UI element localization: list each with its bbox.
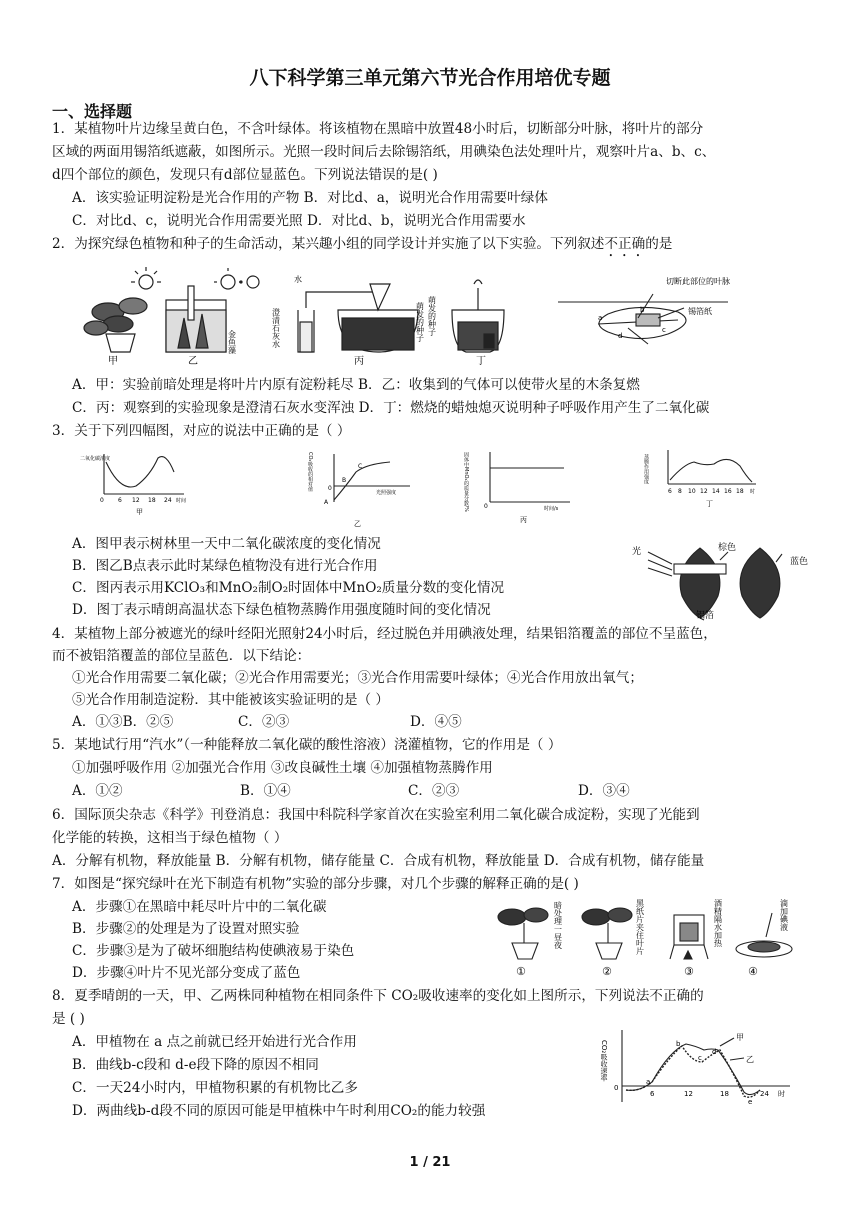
q4-line2: 而不被铝箔覆盖的部位呈蓝色．以下结论： <box>52 648 311 664</box>
chart-ding <box>668 450 756 484</box>
q5-option-a: A．①② <box>72 783 123 799</box>
chart-jia-tick-6: 6 <box>118 497 122 504</box>
q7-step4-label: 滴加碘液 <box>779 899 789 931</box>
q8-fig-b: b <box>676 1040 681 1048</box>
chart-bing-ylabel: 固体中MnO₂的质量分数/% <box>463 452 469 512</box>
q8-option-b: B．曲线b-c段和 d-e段下降的原因不相同 <box>72 1057 319 1073</box>
q2-stem-end: 的是 <box>645 236 673 252</box>
chart-jia-ylabel: 二氧化碳浓度 <box>80 456 111 462</box>
fig-label-seeds-bing: 萌发的种子 <box>415 302 425 342</box>
q7-step2-label: 黑纸片夹住叶片 <box>635 899 645 955</box>
q4-fig-blue: 蓝色 <box>790 557 809 567</box>
q1-options-cd: C．对比d、c，说明光合作用需要光照 D．对比d、b，说明光合作用需要水 <box>72 213 526 229</box>
chart-bing-name: 丙 <box>520 516 527 524</box>
page-title: 八下科学第三单元第六节光合作用培优专题 <box>249 67 611 89</box>
chart-jia-name: 甲 <box>136 508 143 516</box>
q7-step1-num: ① <box>516 965 526 978</box>
fig-label-limewater: 澄清石灰水 <box>271 308 281 348</box>
yi-aquatic-setup <box>166 268 259 352</box>
q8-fig-tick-6: 6 <box>650 1090 655 1098</box>
chart-yi-C: C <box>358 463 363 470</box>
chart-ding-tick-16: 16 <box>724 488 732 495</box>
q8-option-d: D．两曲线b-d段不同的原因可能是甲植株中午时利用CO₂的能力较强 <box>72 1103 486 1119</box>
leaf-a: a <box>598 314 603 322</box>
q7-step1-label: 暗处理一昼夜 <box>553 901 563 949</box>
q8-fig-e: e <box>748 1098 753 1106</box>
q4-option-d: D．④⑤ <box>410 714 462 730</box>
q5-option-c: C．②③ <box>408 783 460 799</box>
fig-label-tinfoil: 锡箔纸 <box>688 307 712 316</box>
chart-ding-ylabel: 蒸腾作用强度 <box>643 454 649 484</box>
q8-curve-figure <box>600 1026 800 1108</box>
fig-label-bing: 丙 <box>354 356 364 367</box>
fig-label-seeds-ding: 萌发的种子 <box>427 296 437 336</box>
fig-label-ding: 丁 <box>476 356 486 367</box>
q3-line1: 3．关于下列四幅图，对应的说法中正确的是（ ） <box>52 423 351 439</box>
chart-jia <box>104 454 184 494</box>
chart-jia-tick-0: 0 <box>100 497 104 504</box>
chart-bing <box>490 452 570 502</box>
q6-line2: 化学能的转换，这相当于绿色植物（ ） <box>52 830 288 846</box>
q4-line1: 4．某植物上部分被遮光的绿叶经阳光照射24小时后，经过脱色并用碘液处理，结果铝箔覆盖的部位不呈蓝色， <box>52 626 717 642</box>
q4-fig-brown: 棕色 <box>718 543 737 553</box>
q7-step4-num: ④ <box>748 965 758 978</box>
q7-line1: 7．如图是“探究绿叶在光下制造有机物”实验的部分步骤，对几个步骤的解释正确的是( ) <box>52 876 579 892</box>
q8-fig-xlabel: 时 <box>778 1090 785 1098</box>
q8-option-a: A．甲植物在 a 点之前就已经开始进行光合作用 <box>72 1034 357 1050</box>
q8-option-c: C．一天24小时内，甲植物积累的有机物比乙多 <box>72 1080 358 1096</box>
chart-ding-tick-18: 18 <box>736 488 744 495</box>
q4-leaf-figure <box>630 538 820 622</box>
ding-candle-setup <box>452 280 504 352</box>
q4-line4: ⑤光合作用制造淀粉．其中能被该实验证明的是（ ） <box>72 692 389 708</box>
q8-line2: 是 ( ) <box>52 1011 85 1027</box>
chart-ding-tick-10: 10 <box>688 488 696 495</box>
chart-ding-xlabel: 时 <box>750 489 756 495</box>
q3-option-d: D．图丁表示晴朗高温状态下绿色植物蒸腾作用强度随时间的变化情况 <box>72 602 491 618</box>
chart-yi-xlabel: 光照强度 <box>376 490 397 496</box>
q3-charts <box>80 446 800 528</box>
q5-option-b: B．①④ <box>240 783 291 799</box>
fig-label-shui: 水 <box>294 275 302 284</box>
chart-ding-tick-8: 8 <box>678 488 682 495</box>
q2-line1 <box>52 234 672 260</box>
page-number: 1 / 21 <box>409 1155 451 1170</box>
fig-label-jia: 甲 <box>108 356 118 367</box>
chart-yi-A: A <box>324 499 329 506</box>
q4-fig-foil: 铝箔 <box>696 611 715 621</box>
q7-steps-figure <box>492 895 812 981</box>
q3-option-b: B．图乙B点表示此时某绿色植物没有进行光合作用 <box>72 558 378 574</box>
fig-label-jinyuzao: 金鱼藻 <box>227 330 237 354</box>
leaf-c: c <box>662 326 666 334</box>
chart-bing-origin: 0 <box>484 503 488 510</box>
q4-fig-light: 光 <box>632 547 642 557</box>
q1-line2: 区域的两面用锡箔纸遮蔽，如图所示。光照一段时间后去除锡箔纸，用碘染色法处理叶片，观察叶片a、b、c、 <box>52 144 716 160</box>
q4-option-c: C．②③ <box>238 714 290 730</box>
q8-line1: 8．夏季晴朗的一天，甲、乙两株同种植物在相同条件下 CO₂吸收速率的变化如上图所示，下列说法不正确的 <box>52 988 704 1004</box>
chart-ding-tick-6: 6 <box>668 488 672 495</box>
q8-fig-a: a <box>646 1078 651 1086</box>
q8-fig-yi: 乙 <box>746 1055 754 1064</box>
q1-line3: d四个部位的颜色，发现只有d部位显蓝色。下列说法错误的是( ) <box>52 167 438 183</box>
q4-option-ab: A．①③B．②⑤ <box>72 714 174 730</box>
leaf-d: d <box>618 332 623 340</box>
q7-option-b: B．步骤②的处理是为了设置对照实验 <box>72 921 300 937</box>
chart-ding-name: 丁 <box>706 500 713 508</box>
q2-figure <box>78 262 798 370</box>
q2-stem: 2．为探究绿色植物和种子的生命活动，某兴趣小组的同学设计并实施了以下实验。下列叙述 <box>52 236 605 252</box>
chart-yi-origin: 0 <box>328 485 332 492</box>
fig-label-leaf-cut: 切断此部位的叶脉 <box>666 277 730 286</box>
q2-emphasis: 不正确 <box>604 236 646 252</box>
section-heading: 一、选择题 <box>52 102 133 121</box>
jia-plant-setup <box>84 267 161 352</box>
chart-ding-tick-12: 12 <box>700 488 708 495</box>
q6-options: A．分解有机物，释放能量 B．分解有机物，储存能量 C．合成有机物，释放能量 D．合成有机物，储存能量 <box>52 853 705 869</box>
chart-jia-tick-12: 12 <box>132 497 140 504</box>
q7-option-d: D．步骤④叶片不见光部分变成了蓝色 <box>72 965 301 981</box>
q8-fig-tick-0: 0 <box>614 1084 619 1092</box>
q8-fig-tick-18: 18 <box>720 1090 729 1098</box>
q5-option-d: D．③④ <box>578 783 630 799</box>
q7-step3-label: 酒精隔水加热 <box>713 899 723 947</box>
fig-label-yi: 乙 <box>188 356 198 367</box>
q5-line2: ①加强呼吸作用 ②加强光合作用 ③改良碱性土壤 ④加强植物蒸腾作用 <box>72 760 493 776</box>
q3-option-c: C．图丙表示用KClO₃和MnO₂制O₂时固体中MnO₂质量分数的变化情况 <box>72 580 505 596</box>
chart-yi-ylabel: CO₂吸收的相对值 <box>307 452 313 492</box>
chart-jia-tick-18: 18 <box>148 497 156 504</box>
q8-fig-c: c <box>698 1054 702 1062</box>
q1-options-ab: A．该实验证明淀粉是光合作用的产物 B．对比d、a，说明光合作用需要叶绿体 <box>72 190 548 206</box>
q1-line1: 1．某植物叶片边缘呈黄白色，不含叶绿体。将该植物在黑暗中放置48小时后，切断部分叶脉，将叶片的部分 <box>52 121 704 137</box>
leaf-b: b <box>640 306 645 314</box>
q7-step3-num: ③ <box>684 965 694 978</box>
q2-options-cd: C．丙：观察到的实验现象是澄清石灰水变浑浊 D．丁：燃烧的蜡烛熄灭说明种子呼吸作用产生了二氧化碳 <box>72 400 710 416</box>
chart-ding-tick-14: 14 <box>712 488 720 495</box>
chart-jia-tick-24: 24 <box>164 497 172 504</box>
chart-yi-name: 乙 <box>354 520 361 528</box>
bing-seed-setup <box>298 284 418 352</box>
q4-line3: ①光合作用需要二氧化碳；②光合作用需要光；③光合作用需要叶绿体；④光合作用放出氧气； <box>72 670 643 686</box>
q7-option-a: A．步骤①在黑暗中耗尽叶片中的二氧化碳 <box>72 899 327 915</box>
q8-fig-d: d <box>712 1048 717 1056</box>
q7-option-c: C．步骤③是为了破坏细胞结构使碘液易于染色 <box>72 943 355 959</box>
chart-yi-B: B <box>342 477 347 484</box>
q6-line1: 6．国际顶尖杂志《科学》刊登消息：我国中科院科学家首次在实验室利用二氧化碳合成淀粉，实现了光能到 <box>52 807 700 823</box>
q2-options-ab: A．甲：实验前暗处理是将叶片内原有淀粉耗尽 B．乙：收集到的气体可以使带火星的木条复燃 <box>72 377 640 393</box>
q8-fig-tick-24: 24 <box>760 1090 769 1098</box>
leaf-tinfoil-figure <box>558 294 728 344</box>
chart-bing-xlabel: 时间/s <box>544 506 559 512</box>
q5-line1: 5．某地试行用“汽水”（一种能释放二氧化碳的酸性溶液）浇灌植物，它的作用是（ ） <box>52 737 562 753</box>
q8-fig-jia: 甲 <box>736 1033 744 1042</box>
q3-option-a: A．图甲表示树林里一天中二氧化碳浓度的变化情况 <box>72 536 381 552</box>
q8-fig-ylabel: CO₂吸收速率 <box>600 1040 608 1082</box>
q7-step2-num: ② <box>602 965 612 978</box>
q8-fig-tick-12: 12 <box>684 1090 693 1098</box>
chart-jia-xlabel: 时间 <box>176 498 187 504</box>
